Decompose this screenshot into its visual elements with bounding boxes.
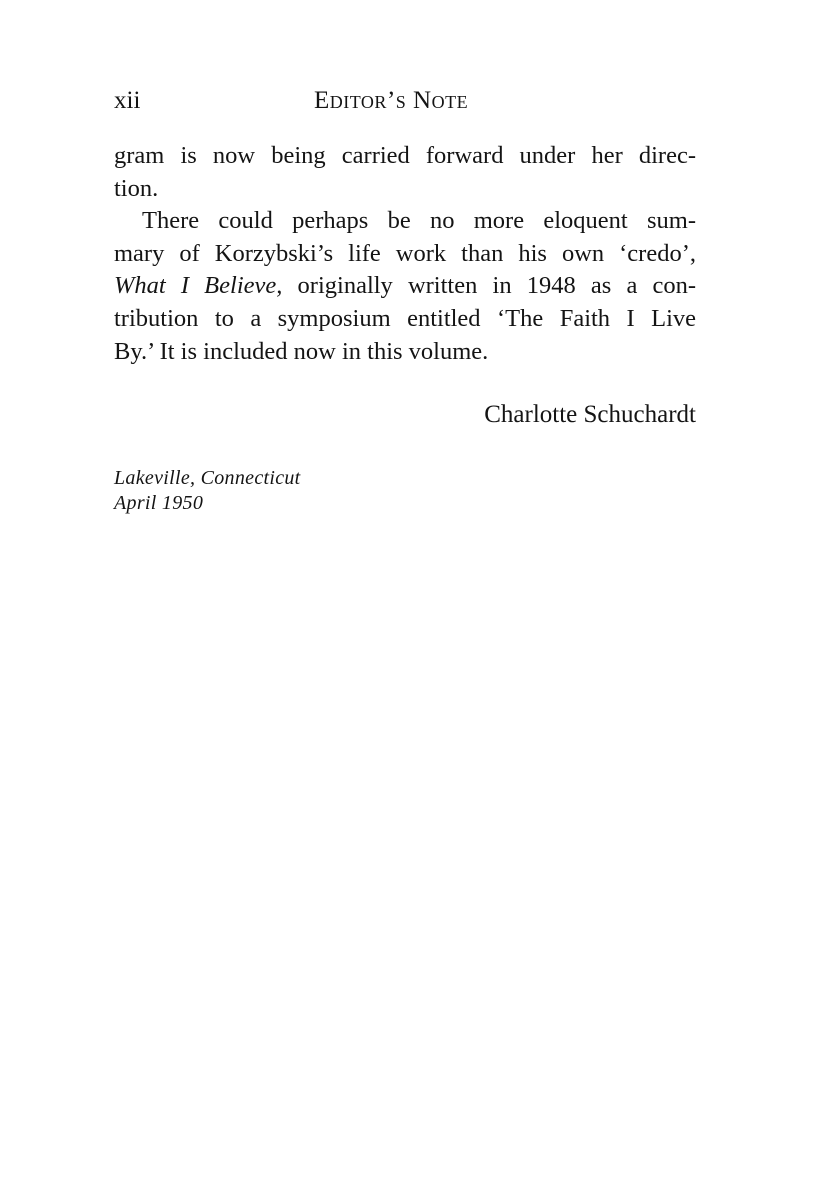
paragraph-credo [114,205,696,368]
dateline-place: Lakeville, Connecticut [114,467,301,489]
dateline [114,466,301,516]
text-line [114,270,696,303]
text-line: By.’ It is included now in this volume. [114,337,489,365]
paragraph-continuation [114,140,696,205]
running-head [114,84,696,118]
running-title: Editor’s Note [314,87,469,114]
dateline-date: April 1950 [114,492,204,514]
text-line: There could perhaps be no more eloquent sum- [142,207,696,235]
body-text [114,140,696,368]
book-title: What I Believe, [114,272,283,300]
signature: Charlotte Schuchardt [484,401,696,428]
text-line-rest: originally written in 1948 as a con- [282,272,697,300]
text-line: tion. [114,174,159,202]
text-line: tribution to a symposium entitled ‘The Faith I Live [114,304,696,332]
text-line: gram is now being carried forward under her direc- [114,142,696,169]
text-line: mary of Korzybski’s life work than his own ‘credo’, [114,239,696,267]
page-number: xii [114,87,141,114]
